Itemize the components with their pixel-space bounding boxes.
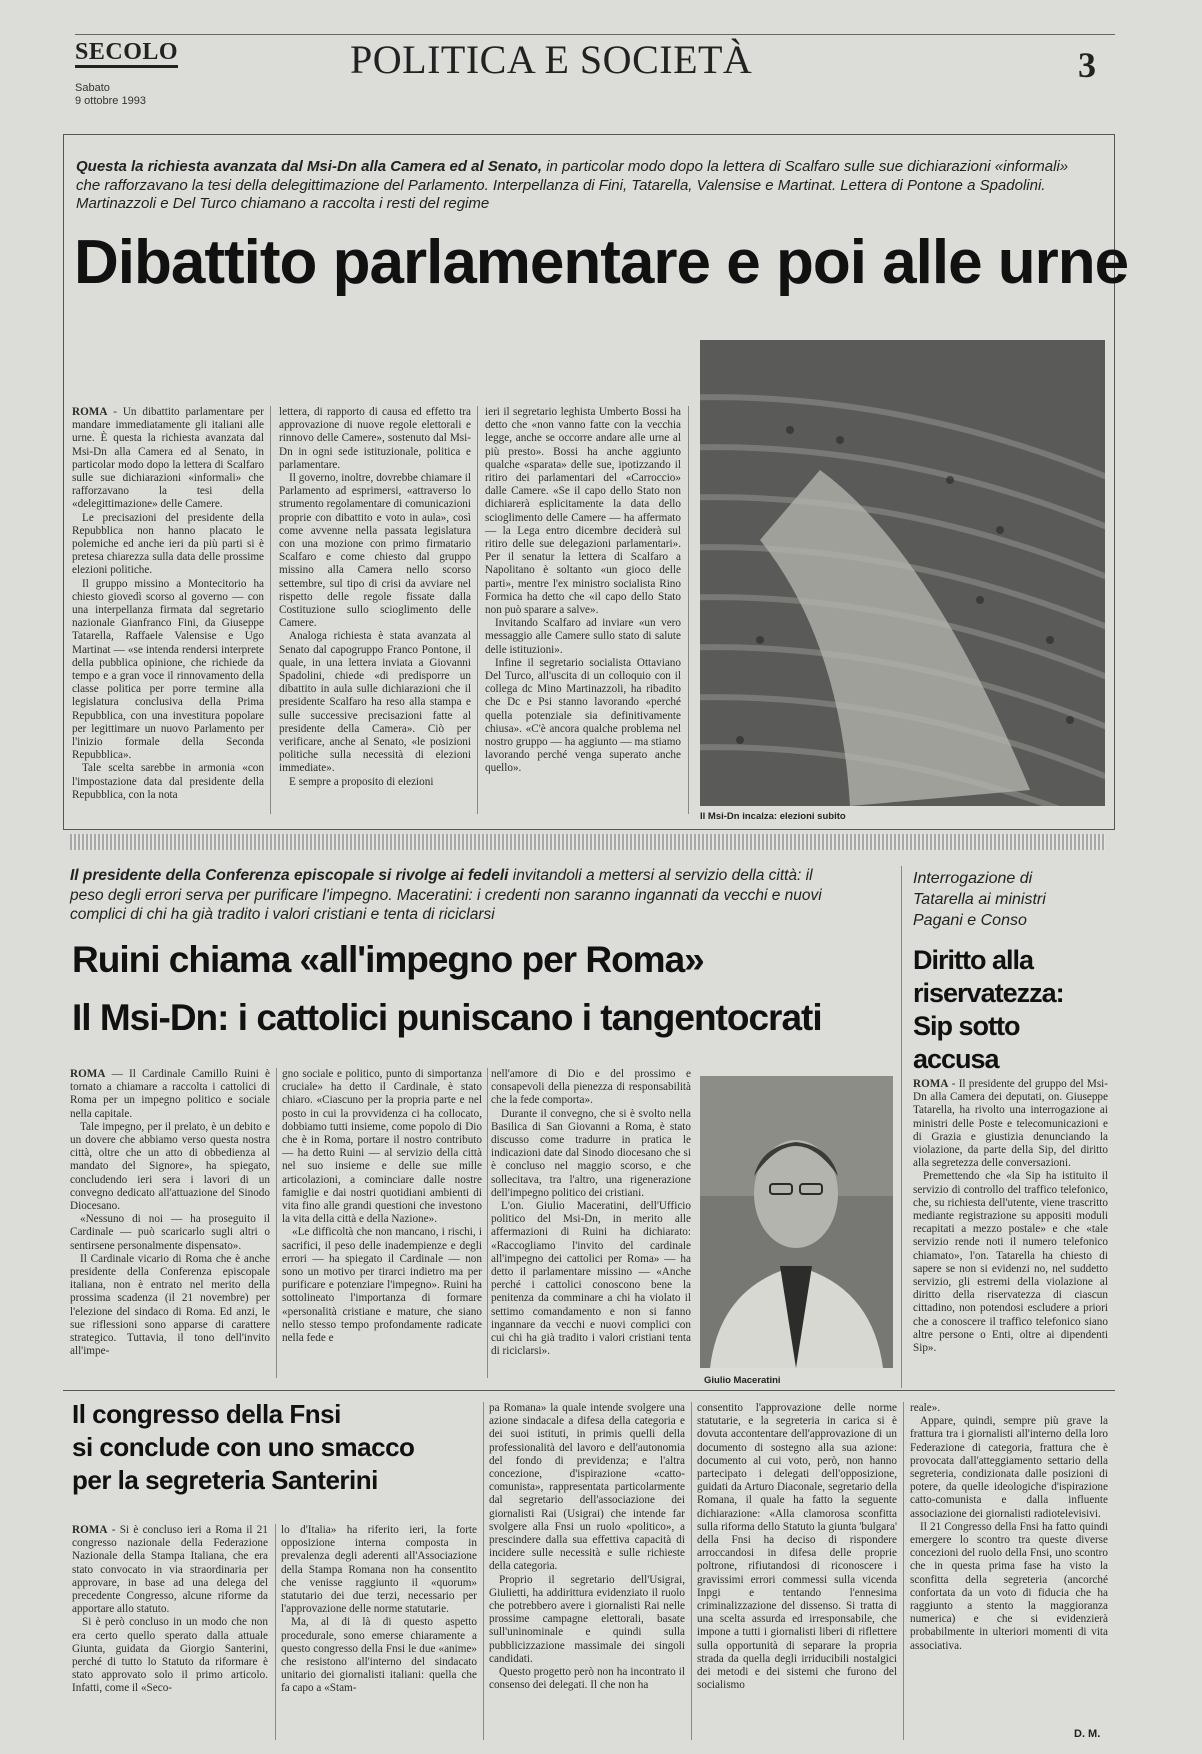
paragraph: Ma, al di là di questo aspetto procedurale, sono emerse chiaramente a questo congresso della Fnsi le due «anime» che resistono all'interno del sindacato unitario dei giornalisti italiani: quella che fa capo a «Stam- xyxy=(281,1616,477,1695)
portrait-illustration xyxy=(700,1076,893,1368)
article-column xyxy=(279,406,471,814)
paragraph: Il Cardinale vicario di Roma che è anche presidente della Conferenza episcopale italiana, non è entrato nel merito della prossima scadenza (il 21 novembre) per l'elezione del sindaco di Roma. Ed anzi, le sue riflessioni sono apparse di carattere strategico. Tuttavia, il tono dell'invito all'impe- xyxy=(70,1252,270,1358)
column-divider xyxy=(903,1402,904,1740)
article-column xyxy=(282,1068,482,1378)
paragraph: Analoga richiesta è stata avanzata al Senato dal capogruppo Franco Pontone, il quale, in una lettera inviata a Giovanni Spadolini, chiede «di predisporre un dibattito in aula sulle dichiarazioni che il presidente Scalfaro ha reso alla stampa e sulle successive precisazioni fatte al presidente della Camera». Ciò per verificare, anche al Senato, «le posizioni politiche sulla necessità di elezioni immediate». xyxy=(279,630,471,775)
paragraph: «Nessuno di noi — ha proseguito il Cardinale — può scaricarlo sugli altri o sentirsene personalmente dispensato». xyxy=(70,1213,270,1252)
article-column xyxy=(913,1078,1108,1388)
column-divider xyxy=(688,406,689,814)
paragraph: pa Romana» la quale intende svolgere una azione sindacale a difesa della categoria e dei suoi istituti, in primis quelli della professionalità del lavoro e dell'autonomia del fondo di previdenza; e l'altra concezione, d'ispirazione «catto-comunista», rappresentata particolarmente dal segretario dell'associazione dei giornalisti Rai (Usigrai) che intende far svolgere alla Fnsi un ruolo «politico», a prescindere dalla sua effettiva capacità di incidere sulle necessità e sulle richieste della categoria. xyxy=(489,1402,685,1573)
article-headline: Dibattito parlamentare e poi alle urne xyxy=(74,228,1129,297)
paragraph: Le precisazioni del presidente della Repubblica non hanno placato le polemiche ed anche ieri da più parti si è pretesa chiarezza sulla data delle prossime elezioni politiche. xyxy=(72,511,264,577)
article-column xyxy=(485,406,681,814)
paragraph: nell'amore di Dio e del prossimo e consapevoli della pienezza di responsabilità che la fede comporta». xyxy=(491,1068,691,1107)
paragraph: lo d'Italia» ha riferito ieri, la forte opposizione interna composta in prevalenza degli aderenti all'Associazione della Stampa Romana non ha consentito che venisse raggiunto il «quorum» statutario dei due terzi, necessario per l'approvazione delle norme statutarie. xyxy=(281,1524,477,1616)
page-number: 3 xyxy=(1078,45,1096,85)
column-divider xyxy=(276,1068,277,1378)
column-divider xyxy=(275,1524,276,1740)
kicker-text: invitandoli a mettersi al servizio della città: il peso degli errori serva per purificare l'impegno. Maceratini: i credenti non saranno ingannati da vecchi e nuovi complici di chi ha già tradito i valori cristiani e tenta di riciclarsi xyxy=(70,867,822,923)
photo-caption: Il Msi-Dn incalza: elezioni subito xyxy=(700,811,846,822)
paragraph: lettera, di rapporto di causa ed effetto tra approvazione di nuove regole elettorali e rinnovo delle Camere», sostenuto dal Msi-Dn in ogni sede istituzionale, politica e parlamentare. xyxy=(279,406,471,471)
column-divider xyxy=(691,1402,692,1740)
headline-line: si conclude con uno smacco xyxy=(72,1432,415,1462)
headline-line: Il congresso della Fnsi xyxy=(72,1399,341,1429)
issue-date xyxy=(75,82,146,107)
paragraph: Questo progetto però non ha incontrato il consenso dei delegati. Il che non ha xyxy=(489,1666,685,1692)
column-divider xyxy=(477,406,478,814)
dateline: ROMA xyxy=(913,1078,949,1090)
column-divider xyxy=(483,1402,484,1740)
top-rule xyxy=(75,34,1115,35)
article-column xyxy=(489,1402,685,1740)
article-kicker xyxy=(70,866,835,925)
article-column xyxy=(491,1068,691,1378)
paragraph: Il gruppo missino a Montecitorio ha chiesto giovedì scorso al governo — con una interpellanza firmata dal segretario nazionale Gianfranco Fini, da Giuseppe Tatarella, Raffaele Valensise e Ugo Martinat — «se intenda rendersi interprete della pubblica opinione, che richiede da tempo e a gran voce il rinnovamento della classe politica per porre termine alla legislatura conclusiva della Prima Repubblica, con una investitura popolare per legittimare un nuovo Parlamento per l'inizio formale della Seconda Repubblica». xyxy=(72,577,264,762)
paragraph: Si è però concluso in un modo che non era certo quello sperato dalla attuale Giunta, guidata da Giorgio Santerini, perché di tutto lo Statuto da riformare è stato approvato solo il primo articolo. Infatti, come il «Seco- xyxy=(72,1616,268,1695)
column-divider xyxy=(487,1068,488,1378)
paragraph: reale». xyxy=(910,1402,941,1414)
photo-caption: Giulio Maceratini xyxy=(704,1375,781,1386)
paragraph: - Un dibattito parlamentare per mandare immediatamente gli italiani alle urne. È questa la richiesta avanzata dal Msi-Dn alla Camera ed al Senato, in particolar modo dopo la lettera di Scalfaro sulle sue dichiarazioni «informali» che rafforzavano la tesi della «delegittimazione» delle Camere. xyxy=(72,406,264,511)
parliament-photo xyxy=(700,340,1105,806)
paragraph: ieri il segretario leghista Umberto Bossi ha detto che «non vanno fatte con la vecchia legge, anche se occorre andare alle urne al più presto». Bossi ha anche aggiunto qualche «sparata» delle sue, ipotizzando il ritiro dei parlamentari del «Carroccio» dalle Camere. «Se il capo dello Stato non dichiarerà esplicitamente la data dello scioglimento delle Camere — ha affermato — la Lega entro dicembre deciderà sul ritiro delle sue delegazioni parlamentari». Per il senatur la lettera di Scalfaro a Napolitano è soltanto «un gioco delle parti», mentre l'ex ministro socialista Rino Formica ha detto che «il capo dello Stato non può sparare a salve». xyxy=(485,406,681,617)
chamber-illustration xyxy=(700,340,1105,806)
sidebar-headline-text: Diritto alla riservatezza: Sip sotto accusa xyxy=(913,945,1064,1074)
paragraph: Appare, quindi, sempre più grave la frattura tra i giornalisti all'interno della loro Federazione di categoria, frattura che è provocata dall'atteggiamento settario della segreteria, condizionata dalle posizioni di potere, da quelle ideologiche d'ispirazione catto-comunista e dalla influente associazione dei giornalisti radiotelevisivi. xyxy=(910,1415,1108,1520)
newspaper-logo: SECOLO xyxy=(75,40,178,68)
paragraph: Tale scelta sarebbe in armonia «con l'impostazione data dal presidente della Repubblica, con la nota xyxy=(72,762,264,801)
column-divider xyxy=(901,866,902,1388)
section-divider-stripe xyxy=(70,834,1105,850)
section-title: POLITICA E SOCIETÀ xyxy=(350,37,753,82)
paragraph: Il governo, inoltre, dovrebbe chiamare il Parlamento ad esprimersi, «attraverso lo strumento regolamentare di comunicazioni proprie con dibattito e voto in aula», così come avvenne nella passata legislatura con una mozione con primo firmatario Scalfaro e come chiesto dal gruppo missino alla Camera nello scorso settembre, sul tipo di crisi da avviare nel rispetto delle regole fissate dalla Costituzione sullo scioglimento delle Camere. xyxy=(279,472,471,630)
paragraph: gno sociale e politico, punto di simportanza cruciale» ha detto il Cardinale, è stato chiaro. «Ciascuno per la propria parte e nel posto in cui la provvidenza ci ha collocato, dobbiamo tutti insieme, come popolo di Dio che è in Roma, portare il nostro contributo — ha detto Ruini — al servizio della città nel suo insieme e delle sue mille articolazioni, a cominciare dalle nostre famiglie e dai nostri quotidiani ambienti di vita fino alle grandi questioni che investono la vita della città e della Nazione». xyxy=(282,1068,482,1226)
article-frame xyxy=(63,1390,1115,1391)
article-headline: Ruini chiama «all'impegno per Roma» xyxy=(72,939,704,980)
author-signature: D. M. xyxy=(1074,1728,1101,1740)
paragraph: — Il Cardinale Camillo Ruini è tornato a chiamare a raccolta i cattolici di Roma per un impegno politico e sociale nella capitale. xyxy=(70,1068,270,1120)
portrait-photo xyxy=(700,1076,893,1368)
kicker-bold: Questa la richiesta avanzata dal Msi-Dn alla Camera ed al Senato, xyxy=(76,158,543,175)
paragraph: Tale impegno, per il prelato, è un debito e un dovere che abbiamo verso questa nostra città, oltre che un atto di obbedienza al mandato del Signore», ha spiegato, concludendo ieri sera i lavori di un convegno dedicato all'attuazione del Sinodo Diocesano. xyxy=(70,1120,270,1213)
paragraph: L'on. Giulio Maceratini, dell'Ufficio politico del Msi-Dn, in merito alle affermazioni di Ruini ha dichiarato: «Raccogliamo l'invito del cardinale all'impegno dei cattolici per Roma» — ha detto il parlamentare missino — «Anche perché i cattolici conoscono bene la penitenza da comminare a chi ha violato il settimo comandamento e non si fanno ingannare da vecchi e nuovi complici con cui chi ha già tradito i valori cristiani tenta di riciclarsi». xyxy=(491,1200,691,1358)
article-headline xyxy=(72,1398,414,1497)
dateline: ROMA xyxy=(72,406,108,418)
paragraph: - Il presidente del gruppo del Msi-Dn alla Camera dei deputati, on. Giuseppe Tatarella, ha rivolto una interrogazione ai ministri delle Poste e telecomunicazioni e di Grazia e giustizia denunciando la violazione, da parte della Sip, del diritto alla segretezza delle conversazioni. xyxy=(913,1078,1108,1170)
article-column xyxy=(910,1402,1108,1727)
paragraph: Durante il convegno, che si è svolto nella Basilica di San Giovanni a Roma, è stato discusso come tradurre in pratica le indicazioni date dal Sinodo diocesano che si è concluso nel maggio scorso, e che sollecitava, tra l'altro, una rigenerazione dell'impegno politico dei cristiani. xyxy=(491,1107,691,1199)
article-headline: Il Msi-Dn: i cattolici puniscano i tangentocrati xyxy=(72,997,822,1038)
paragraph: «Le difficoltà che non mancano, i rischi, i sacrifici, il peso delle inadempienze e degli errori — ha spiegato il Cardinale — non sono un motivo per tirarci indietro ma per purificare e potenziare l'impegno». Ruini ha sottolineato l'importanza di formare «personalità cristiane e mature, che siano nello stesso tempo profondamente radicate nella fede e xyxy=(282,1226,482,1345)
paragraph: Infine il segretario socialista Ottaviano Del Turco, all'uscita di un colloquio con il collega dc Mino Martinazzoli, ha ribadito che Dc e Psi stanno lavorando «perché quella potenziale sia definitivamente chiusa». «C'è ancora qualche problema nel nostro gruppo — ha aggiunto — ma stiamo lavorando perché venga superato anche quello». xyxy=(485,656,681,775)
column-divider xyxy=(270,406,271,814)
paragraph: consentito l'approvazione delle norme statutarie, e la segreteria in carica si è dovuta accontentare dell'approvazione di un documento di sostegno alla sua azione: documento al cui voto, però, non hanno partecipato i delegati dell'opposizione, guidati da Arturo Diaconale, segretario della Romana, il quale ha fatto la seguente dichiarazione: «Alla clamorosa sconfitta sulla riforma dello Statuto la giunta 'bulgara' della Fnsi ha deciso di rispondere arroccandosi in difesa delle proprie poltrone, rifiutandosi di riconoscere i gravissimi errori commessi sulla vicenda Inpgi e tentando l'ennesima criminalizzazione del dissenso. Si tratta di una scelta assurda ed irresponsabile, che impone a tutti i giornalisti liberi di riflettere sulla opportunità di separare la propria strada da quella degli irriducibili nostalgici dei metodi e dei sistemi che furono del socialismo xyxy=(697,1402,897,1692)
sidebar-kicker: Interrogazione di Tatarella ai ministri Pagani e Conso xyxy=(913,870,1046,929)
article-kicker xyxy=(76,158,1076,214)
paragraph: - Si è concluso ieri a Roma il 21 congresso nazionale della Federazione Nazionale della Stampa Italiana, che era stato convocato in via straordinaria per approvare, in base ad una delega del precedente Congresso, alcune riforme da apportare allo statuto. xyxy=(72,1524,268,1616)
paragraph: Proprio il segretario dell'Usigrai, Giulietti, ha addirittura evidenziato il ruolo che potrebbero avere i giornalisti Rai nelle prossime campagne elettorali, basate sull'uninominale e quindi sulla pubblicizzazione massimale dei singoli candidati. xyxy=(489,1573,685,1665)
article-column xyxy=(697,1402,897,1740)
article-column xyxy=(72,1524,268,1740)
paragraph: Invitando Scalfaro ad inviare «un vero messaggio alle Camere sullo stato di salute delle istituzioni». xyxy=(485,617,681,656)
headline-line: per la segreteria Santerini xyxy=(72,1465,378,1495)
paragraph: Premettendo che «la Sip ha istituito il servizio di controllo del traffico telefonico, che, su richiesta dell'utente, viene trascritto mediante registrazione su appositi moduli recapitati a mezzo postale» e che «tale servizio rende noti il numero telefonico chiamato», l'on. Tatarella ha chiesto di sapere se non si evidenzi no, nel suddetto servizio, gli estremi della violazione al diritto della riservatezza di ciascun cittadino, non potendosi escludere a priori che a conoscere il traffico telefonico siano altre persone o Enti, oltre ai dipendenti Sip». xyxy=(913,1170,1108,1355)
issue-day: Sabato xyxy=(75,82,110,94)
dateline: ROMA xyxy=(70,1068,106,1080)
kicker-bold: Il presidente della Conferenza episcopale si rivolge ai fedeli xyxy=(70,867,509,884)
paragraph: E sempre a proposito di elezioni xyxy=(289,775,434,788)
article-column xyxy=(72,406,264,814)
paragraph: Il 21 Congresso della Fnsi ha fatto quindi emergere lo scontro tra queste diverse concezioni del ruolo della Fnsi, uno scontro che in questa prima fase ha visto la sconfitta della segreteria (ancorché confortata da un voto di fiducia che ha raggiunto a stento la maggioranza numerica) e che si evidenzierà probabilmente in ulteriori momenti di vita associativa. xyxy=(910,1520,1108,1652)
kicker-text: in particolar modo dopo la lettera di Scalfaro sulle sue dichiarazioni «informali» che rafforzavano la tesi della delegittimazione del Parlamento. Interpellanza di Fini, Tatarella, Valensise e Martinat. Lettera di Pontone a Spadolini. Martinazzoli e Del Turco chiamano a raccolta i resti del regime xyxy=(76,158,1069,212)
dateline: ROMA xyxy=(72,1524,108,1536)
sidebar-headline xyxy=(913,944,1103,1076)
issue-date-text: 9 ottobre 1993 xyxy=(75,94,146,107)
article-column xyxy=(70,1068,270,1378)
article-column xyxy=(281,1524,477,1740)
